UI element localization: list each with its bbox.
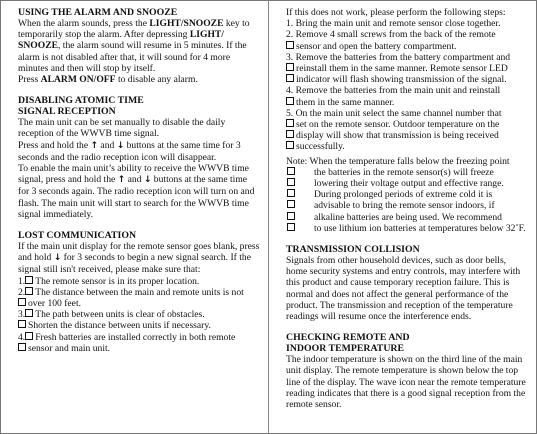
item-number: 4.: [18, 331, 26, 343]
alarm-text-4: Press: [18, 74, 41, 86]
checkbox-square-icon: [286, 119, 294, 127]
step-line: [286, 85, 526, 96]
disable-p2-b: and: [98, 139, 117, 151]
list-item: [18, 332, 260, 343]
note-text: lowering their voltage output and effective range.: [314, 178, 504, 190]
checkbox-square-icon: [286, 41, 294, 49]
disable-p3-c: buttons at the same time for 3 seconds again. The radio reception icon will turn on and flash. The main unit will start to search for the WWVB time signal immediately.: [18, 174, 255, 220]
list-item: [18, 343, 260, 354]
step-line: [286, 119, 526, 130]
step-text: them in the same manner.: [296, 96, 395, 108]
alarm-text-2: key to temporarily stop the alarm. After depressing: [18, 18, 250, 41]
disable-paragraph-1: The main unit can be set manually to disable the daily reception of the WWVB time signal.: [18, 117, 226, 140]
disable-heading-2: SIGNAL RECEPTION: [18, 106, 116, 118]
lost-checklist: [18, 276, 260, 354]
item-text: The distance between the main and remote units is not: [35, 286, 244, 298]
note-line: [286, 178, 526, 189]
disable-p3-b: and: [125, 174, 144, 186]
step-line: [286, 18, 526, 29]
step-text: 4. Remove the batteries from the main unit and reinstall: [286, 85, 501, 97]
checkbox-square-icon: [25, 287, 33, 295]
checking-heading-2: INDOOR TEMPERATURE: [286, 343, 405, 355]
checkbox-square-icon: [18, 343, 26, 351]
checkbox-square-icon: [286, 97, 294, 105]
arrow-down-icon: ↓: [143, 175, 152, 186]
checkbox-square-icon: [18, 320, 26, 328]
item-number: 2.: [18, 286, 26, 298]
note-line: [286, 212, 526, 223]
arrow-up-icon: ↑: [90, 140, 99, 151]
checkbox-square-icon: [25, 309, 33, 317]
checkbox-square-icon: [25, 276, 33, 284]
note-text: During prolonged periods of extreme cold it is: [314, 189, 493, 201]
disable-p3-a: To enable the main unit’s ability to receive the WWVB time signal, press and hold the: [18, 163, 249, 186]
checkbox-square-icon: [286, 130, 294, 138]
note-line: [286, 200, 526, 211]
checkbox-square-icon: [286, 74, 294, 82]
right-column: [286, 7, 526, 410]
step-text: reinstall them in the same manner. Remote sensor LED: [296, 63, 508, 75]
step-line: [286, 63, 526, 74]
step-line: [286, 52, 526, 63]
list-item: [18, 298, 260, 309]
step-line: [286, 29, 526, 40]
step-text: sensor and open the battery compartment.: [296, 40, 457, 52]
step-line: [286, 74, 526, 85]
step-line: [286, 108, 526, 119]
disable-heading-1: DISABLING ATOMIC TIME: [18, 95, 144, 107]
checkbox-square-icon: [286, 63, 294, 71]
note-text: the batteries in the remote sensor(s) will freeze: [314, 166, 494, 178]
note-block: [286, 156, 526, 234]
item-text: Fresh batteries are installed correctly in both remote: [35, 331, 236, 343]
note-line: [286, 189, 526, 200]
step-text: indicator will flash showing transmission of the signal.: [296, 74, 507, 86]
lost-heading: LOST COMMUNICATION: [18, 230, 137, 242]
steps-intro: If this does not work, please perform the following steps:: [286, 7, 506, 18]
checkbox-square-icon: [287, 167, 295, 175]
step-line: [286, 141, 526, 152]
alarm-text-3: , the alarm sound will resume in 5 minutes. If the alarm is not disabled after that, it will sound for 4 more minutes and then will stop by itself.: [18, 40, 247, 74]
step-text: display will show that transmission is being received: [296, 130, 499, 142]
checking-heading-1: CHECKING REMOTE AND: [286, 332, 410, 344]
arrow-up-icon: ↑: [117, 175, 126, 186]
list-item: [18, 287, 260, 298]
arrow-down-icon: ↓: [116, 140, 125, 151]
checkbox-square-icon: [287, 212, 295, 220]
item-text: Shorten the distance between units if necessary.: [28, 320, 211, 332]
item-number: 1.: [18, 275, 26, 287]
collision-heading: TRANSMISSION COLLISION: [286, 244, 420, 256]
step-line: [286, 97, 526, 108]
checkbox-square-icon: [287, 189, 295, 197]
note-first-line: Note: When the temperature falls below the freezing point: [286, 155, 510, 167]
disable-p2-a: Press and hold the: [18, 139, 91, 151]
checkbox-square-icon: [286, 141, 294, 149]
item-text: The remote sensor is in its proper location.: [35, 275, 200, 287]
collision-paragraph: Signals from other household devices, such as door bells, home security systems and entry controls, may interfere with this product and cause temporary reception failure. This is normal and does not affect the general performance of the product. The transmission and reception of the temperature readings will resume once the interference ends.: [286, 255, 521, 323]
disable-p2-c: buttons at the same time for 3 seconds and the radio reception icon will disappear.: [18, 139, 241, 163]
step-text: 2. Remove 4 small screws from the back of the remote: [286, 29, 496, 41]
alarm-on-off-key: ALARM ON/OFF: [40, 74, 116, 86]
light-snooze-key-2: LIGHT/ SNOOZE: [18, 29, 224, 52]
step-text: 3. Remove the batteries from the battery compartment and: [286, 51, 511, 63]
disable-paragraph-3: [18, 163, 260, 220]
checkbox-square-icon: [287, 223, 295, 231]
step-text: 1. Bring the main unit and remote sensor close together.: [286, 18, 501, 30]
note-line: [286, 167, 526, 178]
checkbox-square-icon: [287, 178, 295, 186]
light-snooze-key: LIGHT/SNOOZE: [149, 18, 224, 29]
item-text: over 100 feet.: [28, 298, 82, 310]
checking-paragraph: The indoor temperature is shown on the third line of the main unit display. The remote temperature is shown below the top line of the display. The wave icon near the remote temperature reading indicates that there is a good signal reception from the remote sensor.: [286, 354, 526, 411]
alarm-heading: USING THE ALARM AND SNOOZE: [18, 7, 178, 18]
note-line: [286, 223, 526, 234]
step-text: 5. On the main unit select the same channel number that: [286, 107, 502, 119]
item-text: sensor and main unit.: [28, 342, 111, 354]
lost-p1-a: If the main unit display for the remote sensor goes blank, press and hold: [18, 241, 260, 264]
lost-p1-b: for 3 seconds to begin a new signal search. If the signal still isn't received, please make sure that:: [18, 252, 251, 276]
alarm-paragraph: [18, 18, 260, 74]
alarm-text-1: When the alarm sounds, press the: [18, 18, 150, 29]
step-text: set on the remote sensor. Outdoor temperature on the: [296, 119, 500, 131]
alarm-disable-paragraph: [18, 74, 260, 85]
list-item: [18, 320, 260, 331]
alarm-text-5: to disable any alarm.: [115, 74, 198, 86]
list-item: [18, 309, 260, 320]
item-number: 3.: [18, 309, 26, 321]
note-text: alkaline batteries are being used. We recommend: [314, 211, 502, 223]
arrow-down-icon: ↓: [53, 253, 62, 264]
disable-paragraph-2: [18, 140, 260, 163]
checkbox-square-icon: [287, 200, 295, 208]
note-text: advisable to bring the remote sensor indoors, if: [314, 200, 495, 212]
steps-list: [286, 18, 526, 152]
lost-paragraph: [18, 241, 260, 276]
item-text: The path between units is clear of obstacles.: [35, 309, 205, 321]
step-line: [286, 130, 526, 141]
step-text: successfully.: [296, 141, 345, 153]
list-item: [18, 276, 260, 287]
left-column: [18, 7, 260, 354]
checkbox-square-icon: [25, 332, 33, 340]
step-line: [286, 41, 526, 52]
page-gutter: [268, 0, 269, 434]
note-text: to use lithium ion batteries at temperatures below 32˚F.: [314, 222, 526, 234]
checkbox-square-icon: [18, 298, 26, 306]
